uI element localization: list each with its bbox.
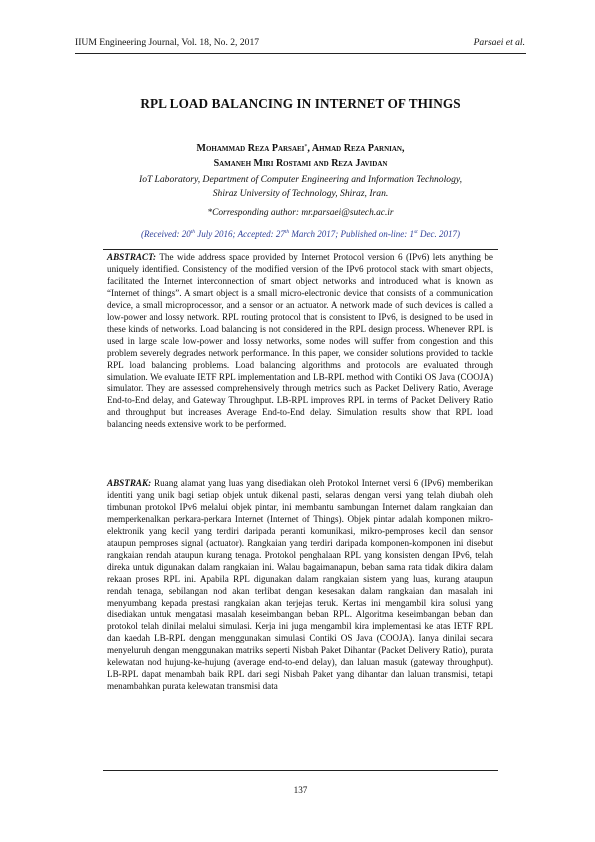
abstract-label: ABSTRACT: — [107, 252, 157, 262]
corresponding-mark: * — [304, 144, 308, 150]
corresponding-author: *Corresponding author: mr.parsaei@sutech.ac.ir — [207, 208, 394, 218]
abstrak-label: ABSTRAK: — [107, 478, 152, 488]
ordinal-suffix: th — [284, 229, 290, 235]
running-header — [75, 37, 525, 51]
running-author: Parsaei et al. — [473, 37, 525, 48]
abstract-text: The wide address space provided by Internet Protocol version 6 (IPv6) lets anything be uniquely identified. Consistency of the modified version of the IPv6 protocol stack with smart objects, facilitated the Internet interconnection of smart object networks and introduced what is known as “Internet of things”. A smart object is a small micro-electronic device that consists of a communication device, a small microprocessor, and a sensor or an actuator. A network made of such devices is called a low-power and lossy network. RPL routing protocol that is consistent to IPv6, is designed to be used in these kinds of networks. Load balancing is not considered in the RPL design process. Whenever RPL is used in large scale low-power and lossy networks, some nodes will suffer from congestion and this problem severely degrades network performance. In this paper, we consider solutions provided to tackle RPL load balancing problems. Load balancing algorithms and protocols are evaluated through simulation. We evaluate IETF RPL implementation and LB-RPL method with Contiki OS Java (COOJA) simulator. They are assessed comprehensively through metrics such as Packet Delivery Ratio, Average End-to-End delay, and Gateway Throughput. LB-RPL improves RPL in terms of Packet Delivery Ratio and throughput but increases Average End-to-End delay. Simulation results show that RPL load balancing needs extensive work to be performed. — [107, 252, 493, 430]
page-number: 137 — [293, 785, 308, 795]
publication-dates — [75, 229, 526, 239]
dates-accepted: July 2016; Accepted: 27 — [195, 229, 285, 239]
ordinal-suffix: st — [414, 229, 418, 235]
author-line-1 — [75, 141, 526, 156]
abstrak-text: Ruang alamat yang luas yang disediakan oleh Protokol Internet versi 6 (IPv6) memberikan identiti yang unik bagi setiap objek untuk dikenal pasti, selaras dengan versi yang telah diubah oleh timbunan protokol IPv6 melalui objek pintar, ini membantu sambungan Internet dalam rangkaian dan memperkenalkan perkara-perkara Internet (Internet of Things). Objek pintar adalah komponen mikro-elektronik yang kecil yang terdiri daripada peranti komunikasi, mikro-pemproses kecil dan sensor ataupun pemproses signal (actuator). Rangkaian yang terdiri daripada komponen-komponen ini disebut rangkaian rendah ataupun kurang tenaga. Protokol penghalaan RPL yang konsisten dengan IPv6, telah direka untuk digunakan dalam rangkaian ini. Walau bagaimanapun, beban sama rata tidak dikira dalam rekaan proses RPL ini. Apabila RPL digunakan dalam rangkaian sistem yang luas, kurang ataupun rendah tenaga, sebilangan nod akan terlibat dengan kesesakan dalam rangkaian dan masalah ini menyumbang kepada prestasi rangkaian akan terjejas teruk. Kertas ini mengambil kira solusi yang disediakan untuk mengatasi masalah keseimbangan beban RPL. Algoritma keseimbangan beban dan protokol telah dinilai melalui simulasi. Kerja ini juga mengambil kira implementasi ke atas IETF RPL dan kaedah LB-RPL dengan menggunakan simulasi Contiki OS Java (COOJA). Ianya dinilai secara menyeluruh dengan menggunakan matriks seperti Nisbah Paket Dihantar (Packet Delivery Ratio), purata kelewatan nod hujung-ke-hujung (average end-to-end delay), dan laluan masuk (gateway throughput). LB-RPL dapat menambah baik RPL dari segi Nisbah Paket yang dihantar dan laluan transmisi, tetapi menambahkan purata kelewatan transmisi data — [107, 478, 493, 692]
affiliation — [75, 173, 526, 201]
abstract-top-rule — [103, 249, 498, 250]
paper-title: RPL LOAD BALANCING IN INTERNET OF THINGS — [140, 96, 461, 111]
ordinal-suffix: th — [190, 229, 196, 235]
journal-citation: IIUM Engineering Journal, Vol. 18, No. 2, 2017 — [75, 37, 260, 48]
abstract-malay — [107, 478, 493, 693]
author-list — [75, 141, 526, 171]
dates-published: March 2017; Published on-line: 1 — [289, 229, 415, 239]
dates-published-end: Dec. 2017) — [417, 229, 460, 239]
dates-received: (Received: 20 — [141, 229, 191, 239]
affiliation-line-1: IoT Laboratory, Department of Computer Engineering and Information Technology, — [139, 174, 462, 185]
abstract-english — [107, 252, 493, 431]
affiliation-line-2: Shiraz University of Technology, Shiraz, Iran. — [212, 188, 389, 199]
author-first: Mohammad Reza Parsaei — [196, 143, 305, 154]
abstract-bottom-rule — [103, 770, 498, 771]
author-second: , Ahmad Reza Parnian, — [307, 143, 405, 154]
author-line-2: Samaneh Miri Rostami and Reza Javidan — [213, 158, 388, 169]
header-divider — [75, 53, 526, 54]
